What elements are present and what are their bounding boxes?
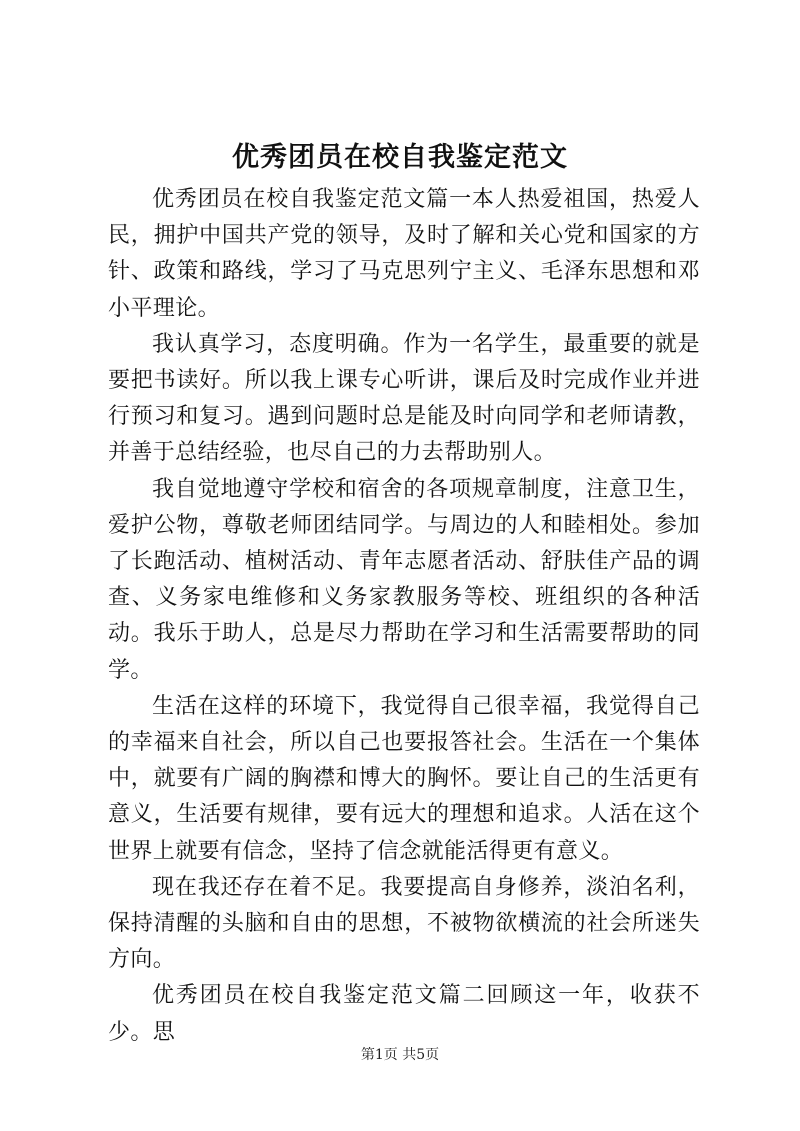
paragraph-1: 优秀团员在校自我鉴定范文篇一本人热爱祖国，热爱人民，拥护中国共产党的领导，及时了解和关心党和国家的方针、政策和路线，学习了马克思列宁主义、毛泽东思想和邓小平理论。 [108, 187, 700, 321]
paragraph-3: 我自觉地遵守学校和宿舍的各项规章制度，注意卫生，爱护公物，尊敬老师团结同学。与周边的人和睦相处。参加了长跑活动、植树活动、青年志愿者活动、舒肤佳产品的调查、义务家电维修和义务家教服务等校、班组织的各种活动。我乐于助人，总是尽力帮助在学习和生活需要帮助的同学。 [108, 476, 700, 683]
paragraph-6: 优秀团员在校自我鉴定范文篇二回顾这一年，收获不少。思 [108, 983, 700, 1045]
paragraph-2: 我认真学习，态度明确。作为一名学生，最重要的就是要把书读好。所以我上课专心听讲，课后及时完成作业并进行预习和复习。遇到问题时总是能及时向同学和老师请教，并善于总结经验，也尽自己的力去帮助别人。 [108, 331, 700, 466]
document-title: 优秀团员在校自我鉴定范文 [232, 142, 568, 173]
paragraph-4: 生活在这样的环境下，我觉得自己很幸福，我觉得自己的幸福来自社会，所以自己也要报答社会。生活在一个集体中，就要有广阔的胸襟和博大的胸怀。要让自己的生活更有意义，生活要有规律，要有远大的理想和追求。人活在这个世界上就要有信念，坚持了信念就能活得更有意义。 [108, 693, 700, 864]
page-number-footer: 第1页 共5页 [360, 1047, 440, 1063]
paragraph-5: 现在我还存在着不足。我要提高自身修养，淡泊名利，保持清醒的头脑和自由的思想，不被物欲横流的社会所迷失方向。 [108, 874, 700, 973]
document-body [108, 182, 700, 1051]
